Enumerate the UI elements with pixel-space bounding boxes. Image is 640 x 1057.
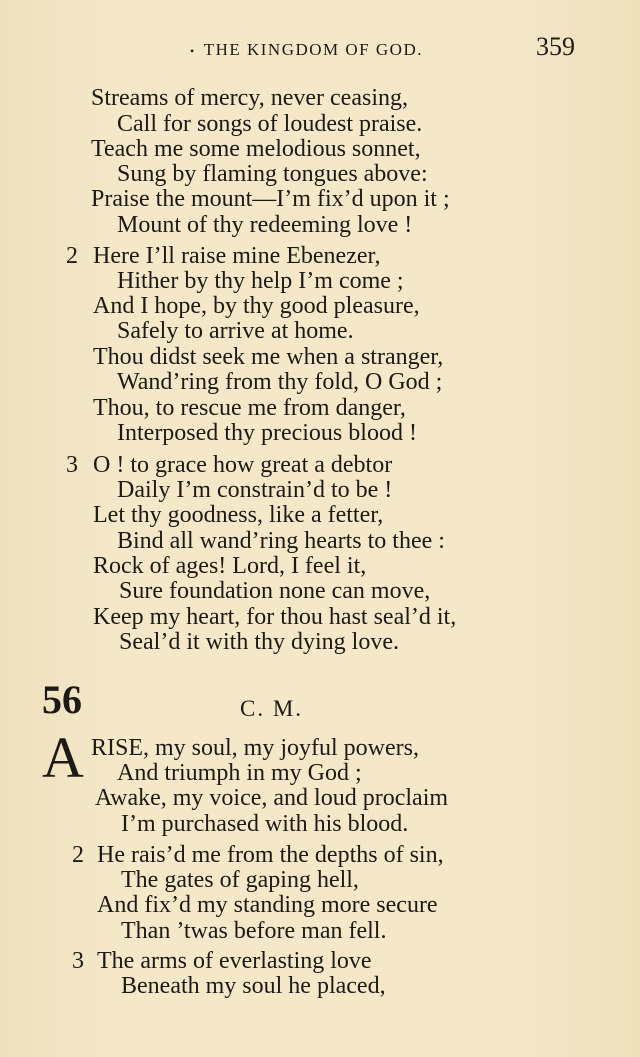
ornament-dot-icon: • <box>190 43 196 58</box>
verse-line: And fix’d my standing more secure <box>97 892 438 918</box>
running-head <box>0 30 640 70</box>
verse-line: Call for songs of loudest praise. <box>117 111 423 137</box>
verse-line: Wand’ring from thy fold, O God ; <box>117 369 443 395</box>
verse-line: Than ’twas before man fell. <box>121 918 387 944</box>
verse-line: Bind all wand’ring hearts to thee : <box>117 528 445 554</box>
drop-cap: A <box>42 725 84 790</box>
verse-line: Rock of ages! Lord, I feel it, <box>93 553 367 579</box>
verse-line: Praise the mount—I’m fix’d upon it ; <box>91 186 450 212</box>
verse-line: O ! to grace how great a debtor <box>93 452 393 478</box>
verse-line: Safely to arrive at home. <box>117 318 354 344</box>
verse-line: The arms of everlasting love <box>97 948 372 974</box>
verse-line: Sure foundation none can move, <box>119 578 431 604</box>
verse-line: And I hope, by thy good pleasure, <box>93 293 420 319</box>
verse-line: Interposed thy precious blood ! <box>117 420 417 446</box>
hymn-meter: C. M. <box>240 696 304 721</box>
verse-line: Thou, to rescue me from danger, <box>93 395 406 421</box>
verse-number: 2 <box>66 243 78 269</box>
verse-line: Thou didst seek me when a stranger, <box>93 344 444 370</box>
running-title <box>190 40 423 60</box>
verse-line: Mount of thy redeeming love ! <box>117 212 413 238</box>
verse-line: Daily I’m constrain’d to be ! <box>117 477 393 503</box>
page-number: 359 <box>536 32 575 61</box>
verse-line: Here I’ll raise mine Ebenezer, <box>93 243 381 269</box>
verse-number: 3 <box>66 452 78 478</box>
verse-line: Sung by flaming tongues above: <box>117 161 428 187</box>
verse-line: I’m purchased with his blood. <box>121 811 409 837</box>
verse-line: The gates of gaping hell, <box>121 867 359 893</box>
verse-line: Hither by thy help I’m come ; <box>117 268 404 294</box>
verse-line: Seal’d it with thy dying love. <box>119 629 399 655</box>
verse-line: Streams of mercy, never ceasing, <box>91 85 408 111</box>
running-title-text: THE KINGDOM OF GOD. <box>203 40 423 59</box>
verse-line: He rais’d me from the depths of sin, <box>97 842 444 868</box>
verse-line: Beneath my soul he placed, <box>121 973 386 999</box>
hymn-number: 56 <box>42 677 82 722</box>
verse-line: Let thy goodness, like a fetter, <box>93 502 384 528</box>
verse-line: And triumph in my God ; <box>117 760 362 786</box>
verse-line: Keep my heart, for thou hast seal’d it, <box>93 604 457 630</box>
verse-line: RISE, my soul, my joyful powers, <box>91 735 419 761</box>
verse-number: 3 <box>72 948 84 974</box>
verse-line: Awake, my voice, and loud proclaim <box>95 785 449 811</box>
verse-number: 2 <box>72 842 84 868</box>
verse-line: Teach me some melodious sonnet, <box>91 136 421 162</box>
